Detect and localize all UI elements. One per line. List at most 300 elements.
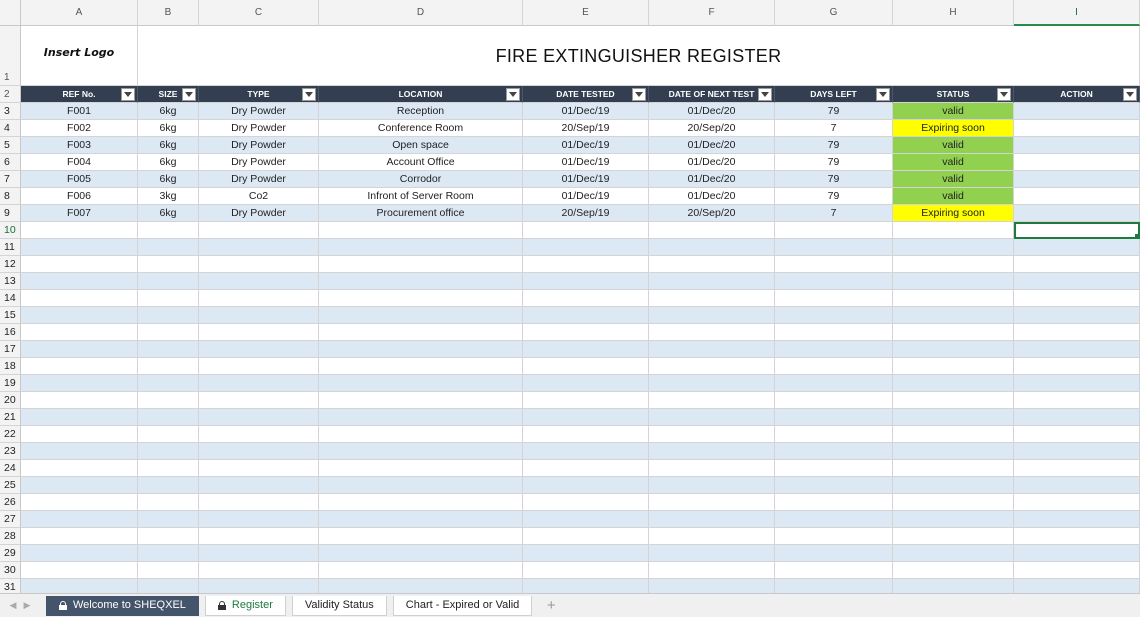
row-number[interactable]: 14 [0,290,21,307]
cell-days-left[interactable] [775,477,893,494]
row-number[interactable]: 23 [0,443,21,460]
cell-type[interactable] [199,511,319,528]
cell-size[interactable] [138,426,199,443]
cell-date-tested[interactable]: 20/Sep/19 [523,205,649,222]
cell-location[interactable] [319,239,523,256]
header-date-next-test[interactable] [649,86,775,103]
tab-validity-status[interactable] [292,596,387,616]
cell-status[interactable]: valid [893,154,1014,171]
row-number[interactable]: 9 [0,205,21,222]
header-action[interactable] [1014,86,1140,103]
row-number[interactable]: 20 [0,392,21,409]
cell-size[interactable] [138,528,199,545]
cell-location[interactable] [319,426,523,443]
cell-date-tested[interactable]: 20/Sep/19 [523,120,649,137]
cell-date-tested[interactable] [523,375,649,392]
cell-ref-no[interactable] [21,307,138,324]
cell-size[interactable] [138,273,199,290]
cell-type[interactable] [199,375,319,392]
cell-type[interactable] [199,307,319,324]
cell-size[interactable] [138,239,199,256]
cell-date-tested[interactable]: 01/Dec/19 [523,188,649,205]
row-number[interactable]: 22 [0,426,21,443]
cell-action[interactable] [1014,494,1140,511]
cell-action[interactable] [1014,154,1140,171]
row-number[interactable]: 7 [0,171,21,188]
filter-dropdown-icon[interactable] [876,88,890,101]
row-number[interactable]: 13 [0,273,21,290]
row-number[interactable]: 18 [0,358,21,375]
cell-date-tested[interactable] [523,290,649,307]
cell-size[interactable] [138,579,199,593]
cell-date-next-test[interactable] [649,341,775,358]
cell-ref-no[interactable]: F007 [21,205,138,222]
cell-date-tested[interactable]: 01/Dec/19 [523,137,649,154]
cell-size[interactable] [138,392,199,409]
cell-status[interactable] [893,290,1014,307]
cell-size[interactable] [138,324,199,341]
cell-date-next-test[interactable]: 01/Dec/20 [649,154,775,171]
row-number[interactable]: 19 [0,375,21,392]
cell-date-next-test[interactable] [649,409,775,426]
cell-days-left[interactable] [775,273,893,290]
cell-type[interactable]: Dry Powder [199,205,319,222]
row-number[interactable]: 1 [0,26,21,86]
cell-status[interactable] [893,307,1014,324]
cell-ref-no[interactable] [21,290,138,307]
cell-ref-no[interactable] [21,477,138,494]
cell-date-tested[interactable] [523,426,649,443]
cell-date-next-test[interactable] [649,307,775,324]
cell-action[interactable] [1014,579,1140,593]
cell-location[interactable] [319,528,523,545]
cell-action[interactable] [1014,545,1140,562]
cell-date-tested[interactable] [523,307,649,324]
cell-date-tested[interactable] [523,545,649,562]
cell-action[interactable] [1014,239,1140,256]
cell-status[interactable] [893,375,1014,392]
cell-location[interactable]: Procurement office [319,205,523,222]
column-header-h[interactable]: H [893,0,1014,26]
cell-size[interactable] [138,290,199,307]
cell-status[interactable] [893,341,1014,358]
cell-date-next-test[interactable] [649,579,775,593]
cell-location[interactable] [319,307,523,324]
cell-action[interactable] [1014,460,1140,477]
cell-days-left[interactable] [775,324,893,341]
cell-date-next-test[interactable]: 01/Dec/20 [649,188,775,205]
cell-ref-no[interactable] [21,443,138,460]
row-number[interactable]: 25 [0,477,21,494]
cell-size[interactable] [138,477,199,494]
cell-days-left[interactable] [775,443,893,460]
cell-date-tested[interactable] [523,443,649,460]
cell-status[interactable]: Expiring soon [893,205,1014,222]
cell-days-left[interactable] [775,460,893,477]
cell-date-next-test[interactable] [649,443,775,460]
cell-action[interactable] [1014,205,1140,222]
cell-ref-no[interactable] [21,341,138,358]
cell-date-next-test[interactable] [649,494,775,511]
cell-size[interactable]: 6kg [138,103,199,120]
cell-size[interactable] [138,409,199,426]
cell-status[interactable]: valid [893,103,1014,120]
cell-action[interactable] [1014,137,1140,154]
cell-action[interactable] [1014,528,1140,545]
cell-days-left[interactable] [775,222,893,239]
cell-location[interactable]: Account Office [319,154,523,171]
column-header-c[interactable]: C [199,0,319,26]
logo-placeholder[interactable]: Insert Logo [21,26,138,86]
cell-days-left[interactable]: 79 [775,154,893,171]
sheet-title[interactable]: FIRE EXTINGUISHER REGISTER [138,26,1140,86]
cell-size[interactable] [138,443,199,460]
filter-dropdown-icon[interactable] [1123,88,1137,101]
cell-action[interactable] [1014,324,1140,341]
cell-location[interactable] [319,392,523,409]
cell-ref-no[interactable] [21,392,138,409]
cell-type[interactable] [199,477,319,494]
cell-action[interactable] [1014,511,1140,528]
cell-location[interactable]: Conference Room [319,120,523,137]
cell-date-tested[interactable] [523,528,649,545]
header-status[interactable] [893,86,1014,103]
column-header-b[interactable]: B [138,0,199,26]
cell-date-next-test[interactable]: 01/Dec/20 [649,171,775,188]
cell-size[interactable] [138,307,199,324]
cell-ref-no[interactable] [21,324,138,341]
cell-status[interactable] [893,239,1014,256]
cell-date-tested[interactable] [523,358,649,375]
filter-dropdown-icon[interactable] [121,88,135,101]
row-number[interactable]: 12 [0,256,21,273]
cell-status[interactable] [893,562,1014,579]
cell-action[interactable] [1014,222,1140,239]
cell-location[interactable] [319,545,523,562]
cell-date-tested[interactable] [523,460,649,477]
cell-date-next-test[interactable] [649,392,775,409]
filter-dropdown-icon[interactable] [302,88,316,101]
cell-status[interactable] [893,273,1014,290]
cell-location[interactable] [319,375,523,392]
cell-date-next-test[interactable]: 01/Dec/20 [649,103,775,120]
cell-days-left[interactable] [775,511,893,528]
cell-action[interactable] [1014,562,1140,579]
cell-ref-no[interactable] [21,273,138,290]
cell-ref-no[interactable] [21,460,138,477]
cell-date-tested[interactable] [523,239,649,256]
cell-status[interactable] [893,579,1014,593]
cell-date-next-test[interactable] [649,528,775,545]
cell-action[interactable] [1014,290,1140,307]
cell-action[interactable] [1014,426,1140,443]
cell-size[interactable] [138,494,199,511]
cell-ref-no[interactable] [21,579,138,593]
cell-date-next-test[interactable] [649,460,775,477]
cell-status[interactable] [893,222,1014,239]
cell-type[interactable]: Dry Powder [199,120,319,137]
cell-location[interactable] [319,358,523,375]
cell-location[interactable] [319,256,523,273]
cell-days-left[interactable]: 7 [775,205,893,222]
cell-date-next-test[interactable] [649,290,775,307]
row-number[interactable]: 2 [0,86,21,103]
cell-status[interactable] [893,358,1014,375]
cell-date-next-test[interactable]: 20/Sep/20 [649,120,775,137]
row-number[interactable]: 21 [0,409,21,426]
cell-date-next-test[interactable] [649,477,775,494]
cell-date-tested[interactable] [523,256,649,273]
cell-location[interactable] [319,341,523,358]
cell-date-next-test[interactable] [649,511,775,528]
cell-size[interactable]: 6kg [138,120,199,137]
cell-size[interactable] [138,222,199,239]
cell-action[interactable] [1014,375,1140,392]
cell-days-left[interactable] [775,290,893,307]
column-header-f[interactable]: F [649,0,775,26]
cell-type[interactable] [199,273,319,290]
cell-ref-no[interactable] [21,375,138,392]
cell-date-tested[interactable] [523,222,649,239]
cell-type[interactable]: Dry Powder [199,103,319,120]
cell-size[interactable]: 6kg [138,154,199,171]
cell-size[interactable]: 6kg [138,205,199,222]
cell-size[interactable] [138,562,199,579]
cell-date-tested[interactable] [523,409,649,426]
cell-action[interactable] [1014,103,1140,120]
cell-days-left[interactable] [775,375,893,392]
cell-location[interactable] [319,511,523,528]
row-number[interactable]: 26 [0,494,21,511]
previous-sheet-icon[interactable]: ◀ [9,600,17,610]
cell-days-left[interactable]: 7 [775,120,893,137]
cell-days-left[interactable]: 79 [775,171,893,188]
cell-type[interactable] [199,256,319,273]
cell-location[interactable] [319,273,523,290]
cell-status[interactable] [893,511,1014,528]
cell-type[interactable] [199,528,319,545]
tab-welcome[interactable] [46,596,199,616]
cell-date-next-test[interactable]: 01/Dec/20 [649,137,775,154]
filter-dropdown-icon[interactable] [506,88,520,101]
cell-size[interactable] [138,545,199,562]
cell-action[interactable] [1014,392,1140,409]
cell-days-left[interactable] [775,392,893,409]
row-number[interactable]: 29 [0,545,21,562]
cell-location[interactable]: Open space [319,137,523,154]
cell-date-tested[interactable] [523,477,649,494]
row-number[interactable]: 3 [0,103,21,120]
cell-ref-no[interactable] [21,358,138,375]
cell-days-left[interactable]: 79 [775,188,893,205]
cell-type[interactable]: Dry Powder [199,137,319,154]
cell-size[interactable]: 3kg [138,188,199,205]
cell-days-left[interactable] [775,239,893,256]
cell-type[interactable] [199,358,319,375]
cell-date-tested[interactable]: 01/Dec/19 [523,103,649,120]
cell-type[interactable] [199,290,319,307]
cell-location[interactable] [319,409,523,426]
tab-chart-expired-or-valid[interactable] [393,596,533,616]
cell-action[interactable] [1014,443,1140,460]
cell-action[interactable] [1014,256,1140,273]
cell-size[interactable] [138,460,199,477]
cell-date-tested[interactable]: 01/Dec/19 [523,154,649,171]
cell-action[interactable] [1014,120,1140,137]
row-number[interactable]: 8 [0,188,21,205]
cell-size[interactable]: 6kg [138,137,199,154]
cell-date-tested[interactable] [523,562,649,579]
row-number[interactable]: 31 [0,579,21,593]
cell-action[interactable] [1014,307,1140,324]
cell-type[interactable]: Dry Powder [199,154,319,171]
cell-type[interactable]: Co2 [199,188,319,205]
cell-status[interactable] [893,392,1014,409]
cell-type[interactable] [199,443,319,460]
header-ref-no[interactable] [21,86,138,103]
cell-status[interactable] [893,409,1014,426]
cell-action[interactable] [1014,409,1140,426]
cell-days-left[interactable]: 79 [775,137,893,154]
cell-type[interactable] [199,239,319,256]
row-number[interactable]: 4 [0,120,21,137]
cell-date-next-test[interactable] [649,239,775,256]
cell-status[interactable] [893,545,1014,562]
cell-date-next-test[interactable] [649,358,775,375]
header-type[interactable] [199,86,319,103]
cell-days-left[interactable] [775,494,893,511]
cell-type[interactable] [199,324,319,341]
cell-status[interactable]: Expiring soon [893,120,1014,137]
cell-ref-no[interactable] [21,256,138,273]
cell-ref-no[interactable] [21,409,138,426]
cell-ref-no[interactable]: F006 [21,188,138,205]
cell-date-next-test[interactable]: 20/Sep/20 [649,205,775,222]
cell-status[interactable] [893,477,1014,494]
cell-type[interactable] [199,392,319,409]
tab-register[interactable] [205,596,286,616]
cell-days-left[interactable] [775,545,893,562]
cell-ref-no[interactable]: F003 [21,137,138,154]
cell-ref-no[interactable]: F005 [21,171,138,188]
cell-ref-no[interactable]: F001 [21,103,138,120]
cell-action[interactable] [1014,273,1140,290]
filter-dropdown-icon[interactable] [182,88,196,101]
header-location[interactable] [319,86,523,103]
cell-date-next-test[interactable] [649,545,775,562]
column-header-e[interactable]: E [523,0,649,26]
cell-days-left[interactable] [775,528,893,545]
cell-days-left[interactable] [775,579,893,593]
cell-date-next-test[interactable] [649,222,775,239]
row-number[interactable]: 30 [0,562,21,579]
cell-status[interactable] [893,256,1014,273]
cell-action[interactable] [1014,341,1140,358]
column-header-g[interactable]: G [775,0,893,26]
cell-ref-no[interactable]: F002 [21,120,138,137]
row-number[interactable]: 15 [0,307,21,324]
cell-type[interactable]: Dry Powder [199,171,319,188]
cell-date-tested[interactable] [523,341,649,358]
cell-days-left[interactable] [775,256,893,273]
cell-date-tested[interactable] [523,494,649,511]
cell-ref-no[interactable] [21,511,138,528]
cell-date-tested[interactable] [523,324,649,341]
cell-location[interactable] [319,579,523,593]
select-all-corner[interactable] [0,0,21,26]
header-date-tested[interactable] [523,86,649,103]
row-number[interactable]: 27 [0,511,21,528]
cell-status[interactable]: valid [893,171,1014,188]
cell-ref-no[interactable]: F004 [21,154,138,171]
cell-type[interactable] [199,409,319,426]
cell-ref-no[interactable] [21,545,138,562]
cell-action[interactable] [1014,188,1140,205]
cell-date-tested[interactable] [523,273,649,290]
row-number[interactable]: 11 [0,239,21,256]
cell-date-tested[interactable] [523,579,649,593]
column-header-d[interactable]: D [319,0,523,26]
row-number[interactable]: 16 [0,324,21,341]
cell-location[interactable] [319,460,523,477]
row-number[interactable]: 6 [0,154,21,171]
cell-action[interactable] [1014,171,1140,188]
cell-ref-no[interactable] [21,426,138,443]
cell-date-next-test[interactable] [649,562,775,579]
cell-type[interactable] [199,562,319,579]
cell-location[interactable] [319,290,523,307]
cell-location[interactable] [319,494,523,511]
cell-days-left[interactable]: 79 [775,103,893,120]
next-sheet-icon[interactable]: ▶ [23,600,31,610]
cell-location[interactable] [319,477,523,494]
cell-date-tested[interactable] [523,511,649,528]
cell-date-next-test[interactable] [649,256,775,273]
cell-days-left[interactable] [775,426,893,443]
cell-size[interactable] [138,341,199,358]
add-sheet-button[interactable]: + [546,597,556,614]
filter-dropdown-icon[interactable] [632,88,646,101]
cell-days-left[interactable] [775,358,893,375]
column-header-a[interactable]: A [21,0,138,26]
filter-dropdown-icon[interactable] [997,88,1011,101]
cell-location[interactable]: Corrodor [319,171,523,188]
cell-days-left[interactable] [775,562,893,579]
cell-type[interactable] [199,341,319,358]
cell-size[interactable] [138,358,199,375]
column-header-i[interactable]: I [1014,0,1140,26]
cell-status[interactable] [893,426,1014,443]
cell-days-left[interactable] [775,341,893,358]
cell-ref-no[interactable] [21,528,138,545]
cell-days-left[interactable] [775,307,893,324]
cell-date-tested[interactable] [523,392,649,409]
cell-type[interactable] [199,494,319,511]
cell-location[interactable] [319,324,523,341]
cell-status[interactable] [893,443,1014,460]
cell-ref-no[interactable] [21,222,138,239]
cell-date-next-test[interactable] [649,375,775,392]
cell-size[interactable] [138,511,199,528]
cell-action[interactable] [1014,477,1140,494]
cell-type[interactable] [199,545,319,562]
cell-ref-no[interactable] [21,239,138,256]
cell-date-tested[interactable]: 01/Dec/19 [523,171,649,188]
cell-action[interactable] [1014,358,1140,375]
cell-status[interactable]: valid [893,188,1014,205]
cell-type[interactable] [199,460,319,477]
cell-days-left[interactable] [775,409,893,426]
